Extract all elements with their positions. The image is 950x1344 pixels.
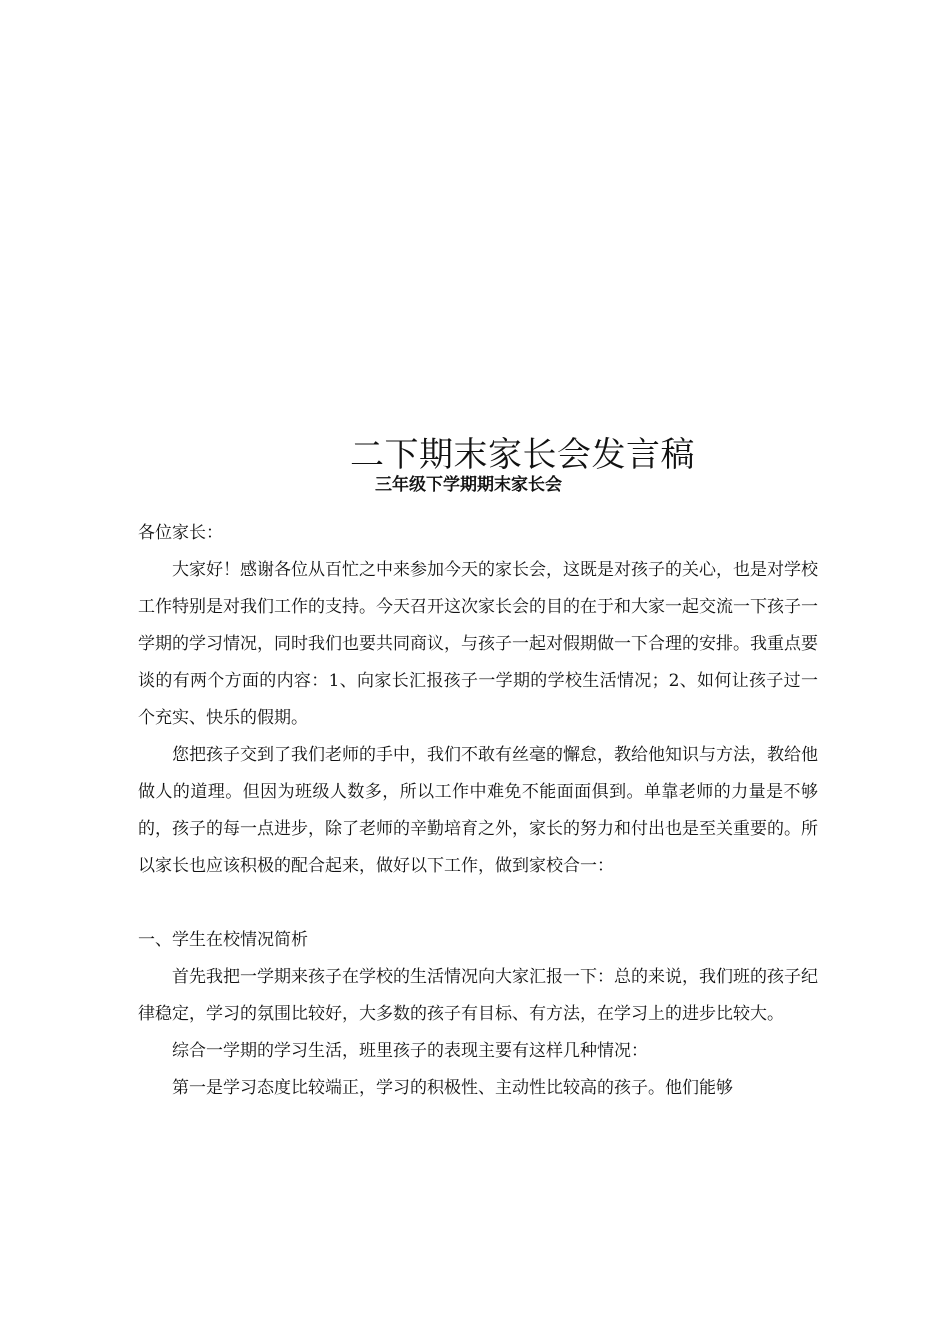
greeting: 各位家长： (138, 523, 223, 543)
section-paragraph-1: 首先我把一学期来孩子在学校的生活情况向大家汇报一下：总的来说，我们班的孩子纪律稳定，学习的氛围比较好，大多数的孩子有目标、有方法，在学习上的进步比较大。 (138, 967, 818, 1024)
document-subtitle: 三年级下学期期末家长会 (375, 475, 562, 495)
section-paragraph-3: 第一是学习态度比较端正，学习的积极性、主动性比较高的孩子。他们能够 (172, 1078, 733, 1098)
document-body (138, 515, 818, 1107)
paragraph-1: 大家好！感谢各位从百忙之中来参加今天的家长会，这既是对孩子的关心，也是对学校工作特别是对我们工作的支持。今天召开这次家长会的目的在于和大家一起交流一下孩子一学期的学习情况，同时我们也要共同商议，与孩子一起对假期做一下合理的安排。我重点要谈的有两个方面的内容：1、向家长汇报孩子一学期的学校生活情况；2、如何让孩子过一个充实、快乐的假期。 (138, 560, 818, 728)
paragraph-2: 您把孩子交到了我们老师的手中，我们不敢有丝毫的懈怠，教给他知识与方法，教给他做人的道理。但因为班级人数多，所以工作中难免不能面面俱到。单靠老师的力量是不够的，孩子的每一点进步，除了老师的辛勤培育之外，家长的努力和付出也是至关重要的。所以家长也应该积极的配合起来，做好以下工作，做到家校合一： (138, 745, 818, 876)
section-heading: 一、学生在校情况简析 (138, 930, 308, 950)
section-paragraph-2: 综合一学期的学习生活，班里孩子的表现主要有这样几种情况： (172, 1041, 648, 1061)
document-title: 二下期末家长会发言稿 (350, 435, 695, 475)
paragraph-gap (138, 885, 818, 922)
